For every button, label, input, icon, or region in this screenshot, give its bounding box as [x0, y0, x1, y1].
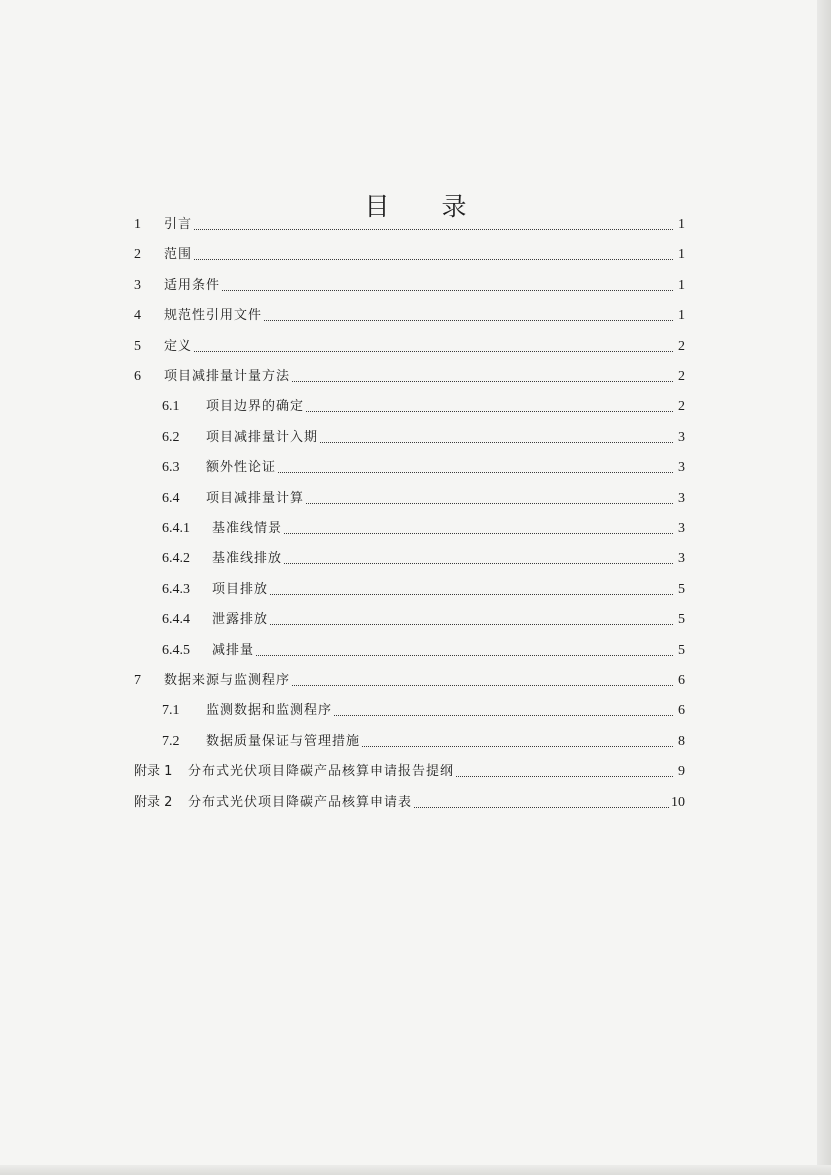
page-edge-shadow-right: [817, 0, 831, 1175]
toc-entry-page-number: 1: [678, 247, 685, 263]
toc-entry-page-number: 5: [678, 642, 685, 658]
toc-entry-number: 6.4.4: [162, 612, 190, 628]
toc-dot-leader: [264, 319, 673, 321]
toc-entry: [162, 392, 685, 416]
toc-entry: [134, 301, 685, 325]
toc-entry-label: 数据来源与监测程序: [164, 673, 291, 688]
toc-entry-label: 数据质量保证与管理措施: [206, 733, 361, 749]
toc-dot-leader: [334, 714, 673, 716]
toc-entry-page-number: 9: [678, 764, 685, 780]
page-title: 目 录: [364, 191, 489, 221]
toc-entry-page-number: 3: [678, 429, 685, 445]
toc-dot-leader: [284, 532, 673, 534]
toc-dot-leader: [362, 745, 673, 747]
toc-entry-number: 6.4.3: [162, 581, 190, 597]
toc-entry: [162, 544, 685, 568]
toc-entry-page-number: 10: [671, 794, 685, 810]
toc-entry-number: 6.4.5: [162, 642, 190, 658]
toc-entry-page-number: 6: [678, 673, 685, 688]
toc-dot-leader: [222, 289, 673, 291]
toc-entry-page-number: 2: [678, 399, 685, 415]
toc-entry: [134, 362, 685, 386]
toc-entry-label: 规范性引用文件: [164, 308, 263, 324]
toc-entry-page-number: 3: [678, 551, 685, 567]
toc-entry: [134, 271, 685, 295]
toc-dot-leader: [256, 654, 673, 656]
toc-entry-page-number: 3: [678, 521, 685, 536]
toc-entry-page-number: 6: [678, 703, 685, 719]
toc-entry: [162, 575, 685, 599]
toc-entry-label: 项目减排量计入期: [206, 429, 319, 445]
toc-entry-number: 附录 1: [134, 764, 173, 780]
toc-entry-label: 项目边界的确定: [206, 399, 305, 415]
toc-entry-label: 定义: [164, 338, 193, 354]
toc-entry-page-number: 1: [678, 277, 685, 293]
toc-dot-leader: [292, 380, 673, 382]
toc-entry-number: 6: [134, 369, 141, 384]
toc-entry: [134, 757, 685, 781]
toc-entry: [162, 453, 685, 477]
toc-entry: [134, 240, 685, 264]
toc-entry-label: 适用条件: [164, 277, 221, 293]
toc-dot-leader: [278, 471, 673, 473]
toc-entry-number: 4: [134, 308, 141, 324]
toc-entry-number: 2: [134, 247, 141, 263]
toc-dot-leader: [284, 562, 673, 564]
toc-entry-label: 泄露排放: [212, 612, 269, 628]
toc-entry-label: 项目减排量计算: [206, 490, 305, 506]
toc-entry-number: 6.4: [162, 490, 180, 506]
toc-entry-label: 基准线情景: [212, 521, 283, 536]
toc-entry-number: 1: [134, 217, 141, 232]
toc-entry: [134, 788, 685, 812]
toc-dot-leader: [194, 228, 673, 230]
toc-entry-number: 7: [134, 673, 141, 688]
toc-entry-page-number: 3: [678, 460, 685, 476]
toc-entry-page-number: 1: [678, 217, 685, 232]
toc-entry: [162, 484, 685, 508]
toc-dot-leader: [414, 806, 669, 808]
toc-entry-label: 范围: [164, 247, 193, 263]
toc-entry-page-number: 8: [678, 733, 685, 749]
toc-dot-leader: [292, 684, 673, 686]
toc-entry-label: 额外性论证: [206, 460, 277, 476]
page-edge-shadow-bottom: [0, 1165, 831, 1175]
toc-entry-label: 项目减排量计量方法: [164, 369, 291, 384]
toc-entry: [162, 727, 685, 751]
toc-entry: [162, 605, 685, 629]
toc-entry-number: 附录 2: [134, 794, 173, 810]
toc-entry-number: 6.2: [162, 429, 180, 445]
toc-entry-label: 分布式光伏项目降碳产品核算申请报告提纲: [188, 764, 455, 780]
toc-entry-number: 7.2: [162, 733, 180, 749]
toc-entry: [162, 636, 685, 660]
toc-entry: [162, 696, 685, 720]
toc-entry: [134, 332, 685, 356]
toc-entry-label: 基准线排放: [212, 551, 283, 567]
toc-entry-page-number: 2: [678, 369, 685, 384]
toc-entry: [134, 210, 685, 234]
toc-entry-number: 6.4.1: [162, 521, 190, 536]
toc-entry-label: 减排量: [212, 642, 255, 658]
toc-entry-number: 6.1: [162, 399, 180, 415]
toc-entry-number: 7.1: [162, 703, 180, 719]
toc-entry-page-number: 5: [678, 581, 685, 597]
toc-dot-leader: [306, 502, 673, 504]
toc-entry-number: 3: [134, 277, 141, 293]
toc-entry-page-number: 5: [678, 612, 685, 628]
toc-entry-label: 分布式光伏项目降碳产品核算申请表: [188, 794, 413, 810]
toc-entry-page-number: 2: [678, 338, 685, 354]
toc-entry-page-number: 3: [678, 490, 685, 506]
toc-entry: [134, 666, 685, 690]
toc-entry-number: 6.4.2: [162, 551, 190, 567]
toc-dot-leader: [194, 258, 673, 260]
toc-entry: [162, 514, 685, 538]
toc-entry-page-number: 1: [678, 308, 685, 324]
toc-dot-leader: [306, 410, 673, 412]
toc-entry-number: 6.3: [162, 460, 180, 476]
toc-dot-leader: [270, 623, 673, 625]
toc-entry-number: 5: [134, 338, 141, 354]
toc-entry-label: 项目排放: [212, 581, 269, 597]
toc-entry-label: 监测数据和监测程序: [206, 703, 333, 719]
toc-dot-leader: [194, 350, 673, 352]
toc-dot-leader: [270, 593, 673, 595]
toc-dot-leader: [320, 441, 673, 443]
toc-dot-leader: [456, 775, 673, 777]
toc-entry: [162, 423, 685, 447]
toc-entry-label: 引言: [164, 217, 193, 232]
